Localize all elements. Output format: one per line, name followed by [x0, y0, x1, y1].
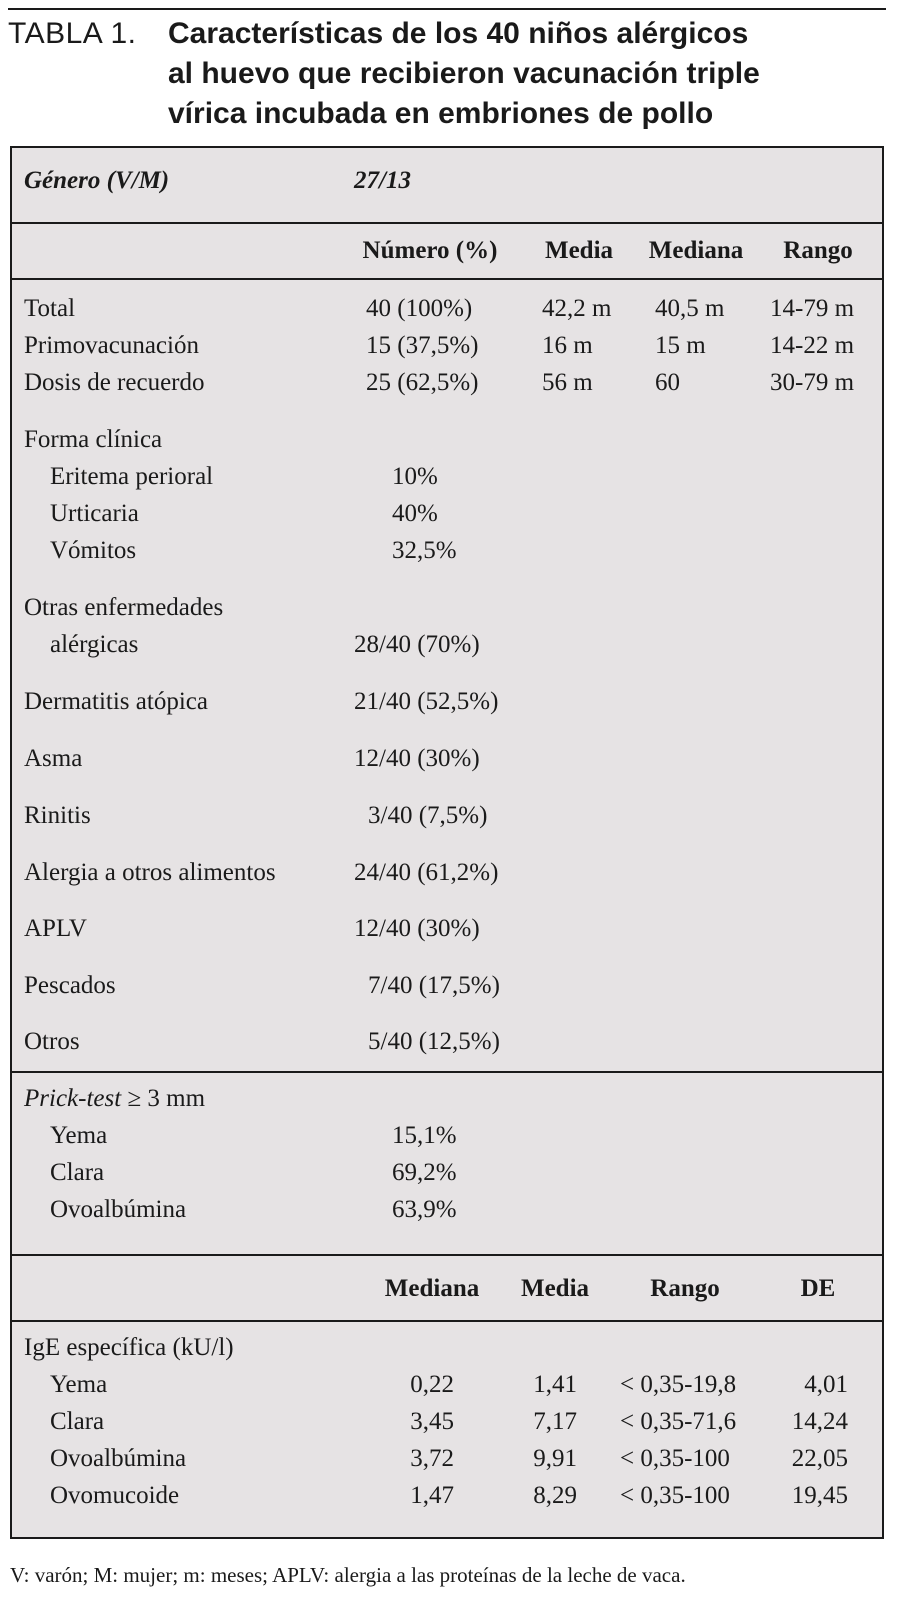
cell-value: 24/40 (61,2%)	[354, 859, 499, 886]
table-title-line: vírica incubada en embriones de pollo	[168, 97, 714, 130]
cell-media: 42,2 m	[542, 295, 612, 322]
prick-test-label-threshold: ≥ 3 mm	[121, 1085, 206, 1112]
cell-value: 63,9%	[392, 1196, 457, 1223]
cell-value: 5/40 (12,5%)	[368, 1028, 500, 1055]
cell-numero: 25 (62,5%)	[366, 369, 479, 396]
cell-media: 9,91	[533, 1445, 577, 1472]
cell-rango: < 0,35-71,6	[620, 1408, 737, 1435]
cell-de: 22,05	[791, 1445, 848, 1472]
row-label: Vómitos	[50, 537, 137, 564]
row-label: Primovacunación	[24, 332, 199, 359]
row-label: Rinitis	[24, 802, 91, 829]
row-rule	[12, 222, 882, 224]
header-media: Media	[544, 237, 614, 264]
row-label: Pescados	[24, 972, 116, 999]
cell-media: 16 m	[542, 332, 593, 359]
row-label: Yema	[50, 1122, 108, 1149]
header-media: Media	[520, 1275, 590, 1302]
cell-value: 21/40 (52,5%)	[354, 688, 499, 715]
row-label: Clara	[50, 1159, 105, 1186]
header-rango: Rango	[783, 237, 853, 264]
row-label: Ovomucoide	[50, 1482, 180, 1509]
cell-rango: 14-79 m	[770, 295, 855, 322]
cell-mediana: 0,22	[410, 1371, 454, 1398]
row-label: Dermatitis atópica	[24, 688, 208, 715]
cell-mediana: 60	[655, 369, 680, 396]
row-label: Alergia a otros alimentos	[24, 859, 276, 886]
cell-rango: < 0,35-100	[620, 1445, 730, 1472]
cell-value: 32,5%	[392, 537, 457, 564]
table-title	[168, 14, 888, 134]
row-rule	[12, 1320, 882, 1322]
row-rule	[12, 1071, 882, 1073]
cell-numero: 40 (100%)	[366, 295, 473, 322]
cell-value: 69,2%	[392, 1159, 457, 1186]
row-label-continuation: alérgicas	[50, 631, 139, 658]
header-numero: Número (%)	[362, 237, 498, 264]
gender-label: Género (V/M)	[24, 167, 170, 194]
table-label: TABLA 1.	[8, 17, 137, 50]
cell-media: 56 m	[542, 369, 593, 396]
cell-mediana: 40,5 m	[655, 295, 725, 322]
row-label: Urticaria	[50, 500, 139, 527]
cell-de: 4,01	[804, 1371, 848, 1398]
row-label: Clara	[50, 1408, 105, 1435]
cell-rango: < 0,35-19,8	[620, 1371, 737, 1398]
cell-mediana: 3,45	[410, 1408, 454, 1435]
cell-de: 14,24	[791, 1408, 848, 1435]
row-rule	[12, 1254, 882, 1256]
row-label: Eritema perioral	[50, 463, 214, 490]
cell-de: 19,45	[791, 1482, 848, 1509]
cell-media: 8,29	[533, 1482, 577, 1509]
cell-value: 3/40 (7,5%)	[368, 802, 488, 829]
row-label: Dosis de recuerdo	[24, 369, 205, 396]
cell-value: 10%	[392, 463, 438, 490]
top-rule	[8, 8, 886, 10]
prick-test-label-italic: Prick-test	[24, 1085, 122, 1112]
cell-value: 40%	[392, 500, 438, 527]
cell-value: 15,1%	[392, 1122, 457, 1149]
gender-value: 27/13	[354, 167, 411, 194]
row-label: Otras enfermedades	[24, 594, 224, 621]
cell-value: 28/40 (70%)	[354, 631, 480, 658]
header-mediana: Mediana	[384, 1275, 480, 1302]
row-label: APLV	[24, 915, 87, 942]
header-de: DE	[800, 1275, 836, 1302]
table-title-line: Características de los 40 niños alérgicos	[168, 17, 749, 50]
table-footnote: V: varón; M: mujer; m: meses; APLV: alergia a las proteínas de la leche de vaca.	[10, 1563, 686, 1587]
ige-label: IgE específica (kU/l)	[24, 1334, 234, 1361]
cell-rango: 14-22 m	[770, 332, 855, 359]
row-label: Yema	[50, 1371, 108, 1398]
cell-mediana: 15 m	[655, 332, 706, 359]
row-rule	[12, 278, 882, 280]
forma-clinica-label: Forma clínica	[24, 426, 163, 453]
header-mediana: Mediana	[648, 237, 744, 264]
table-title-line: al huevo que recibieron vacunación triple	[168, 57, 760, 90]
row-label: Total	[24, 295, 76, 322]
cell-rango: < 0,35-100	[620, 1482, 730, 1509]
cell-numero: 15 (37,5%)	[366, 332, 479, 359]
row-label: Ovoalbúmina	[50, 1196, 187, 1223]
cell-media: 7,17	[533, 1408, 577, 1435]
cell-rango: 30-79 m	[770, 369, 855, 396]
prick-test-label	[24, 1084, 205, 1114]
cell-media: 1,41	[533, 1371, 577, 1398]
row-label: Ovoalbúmina	[50, 1445, 187, 1472]
cell-mediana: 1,47	[410, 1482, 454, 1509]
cell-value: 12/40 (30%)	[354, 915, 480, 942]
cell-value: 7/40 (17,5%)	[368, 972, 500, 999]
cell-value: 12/40 (30%)	[354, 745, 480, 772]
data-table	[10, 146, 884, 1539]
row-label: Otros	[24, 1028, 80, 1055]
row-label: Asma	[24, 745, 83, 772]
cell-mediana: 3,72	[410, 1445, 454, 1472]
header-rango: Rango	[650, 1275, 720, 1302]
